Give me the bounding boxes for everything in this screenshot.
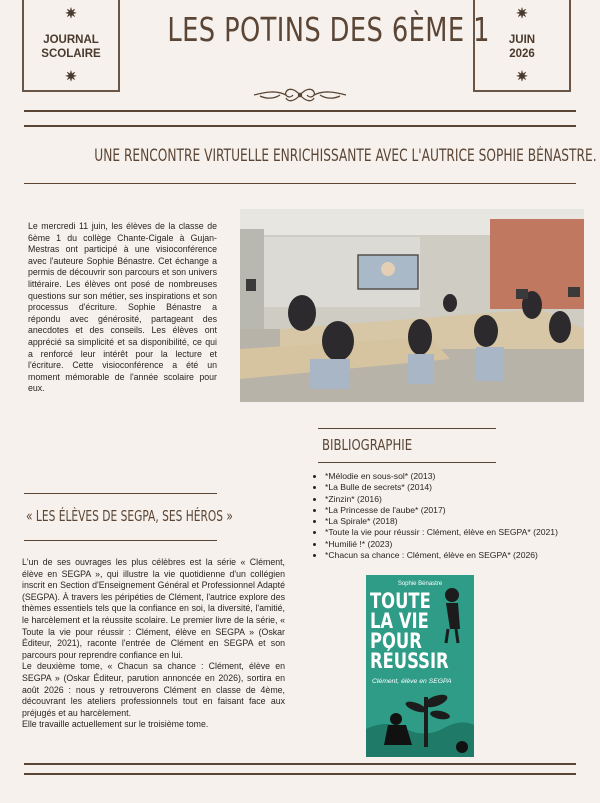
cover-illustration-icon — [366, 689, 474, 757]
book-cover — [366, 575, 474, 757]
bibliography-title: BIBLIOGRAPHIE — [322, 436, 413, 454]
cover-figure-icon — [420, 585, 470, 645]
cover-subtitle: Clément, élève en SEGPA — [372, 678, 452, 685]
ornament-flourish-icon — [250, 86, 350, 104]
header-rule-2 — [24, 125, 576, 127]
list-item: • *Zinzin* (2016) — [325, 494, 558, 505]
biblio-rule-bottom — [318, 462, 496, 463]
ear-right-line2: 2026 — [509, 48, 535, 60]
segpa-title: « LES ÉLÈVES DE SEGPA, SES HÉROS » — [26, 507, 233, 525]
date-box — [473, 0, 571, 92]
ear-right-line1: JUIN — [508, 34, 536, 46]
segpa-paragraph-2: Le deuxième tome, « Chacun sa chance : Clément, élève en SEGPA » (Oskar Éditeur, parution annoncée en 2026), sortira en août 2026 : nous y retrouverons Clément en classe de 4ème, découvrant les ateliers professionnels tout en faisant face aux préjugés et au harcèlement. — [22, 661, 285, 718]
list-item: • *La Spirale* (2018) — [325, 516, 558, 527]
ear-left-line1: JOURNAL — [43, 34, 99, 46]
classroom-photo — [240, 209, 584, 402]
list-item: • *Toute la vie pour réussir : Clément, élève en SEGPA* (2021) — [325, 527, 558, 538]
intro-paragraph: Le mercredi 11 juin, les élèves de la classe de 6ème 1 du collège Chante-Cigale à Gujan-Mestras ont participé à une visioconférence avec l'auteure Sophie Bénastre. Cet échange a permis de découvrir son parcours et son univers littéraire. Les élèves ont posé de nombreuses questions sur son métier, ses inspirations et son processus d'écriture. Sophie Bénastre a répondu avec générosité, partageant des anecdotes et des conseils. Les élèves ont apprécié sa simplicité et sa disponibilité, ce qui a renforcé leur intérêt pour la lecture et l'écriture. Cette visioconférence a été un moment mémorable de l'année scolaire pour eux. — [28, 221, 217, 394]
bibliography-list — [314, 471, 558, 561]
star-icon: ✷ — [516, 68, 528, 84]
segpa-paragraph-3: Elle travaille actuellement sur le troisième tome. — [22, 719, 209, 730]
star-icon: ✷ — [65, 5, 77, 21]
biblio-rule-top — [318, 428, 496, 429]
headline-rule — [24, 183, 576, 184]
cover-title-line: POUR — [370, 629, 422, 653]
star-icon: ✷ — [516, 5, 528, 21]
list-item: • *Chacun sa chance : Clément, élève en SEGPA* (2026) — [325, 550, 558, 561]
segpa-rule-top — [24, 493, 217, 494]
list-item: • *La Princesse de l'aube* (2017) — [325, 505, 558, 516]
footer-rule — [24, 763, 576, 765]
journal-scolaire-box — [22, 0, 120, 92]
list-item: • *Mélodie en sous-sol* (2013) — [325, 471, 558, 482]
footer-rule-2 — [24, 773, 576, 775]
masthead-title: LES POTINS DES 6ÈME 1 — [167, 10, 490, 49]
cover-title-line: TOUTE — [370, 589, 431, 613]
headline: UNE RENCONTRE VIRTUELLE ENRICHISSANTE AVEC L'AUTRICE SOPHIE BÉNASTRE. — [94, 146, 597, 165]
segpa-paragraph-1: L'un de ses ouvrages les plus célèbres est la série « Clément, élève en SEGPA », qui illustre la vie quotidienne d'un collégien inscrit en Section d'Enseignement Général et Professionnel Adapté (SEGPA). À travers les péripéties de Clément, l'autrice explore des thèmes essentiels tels que la confiance en soi, la diversité, l'amitié, le harcèlement et la réussite scolaire. Le premier livre de la série, « Toute la vie pour réussir : Clément, élève en SEGPA » (Oskar Éditeur, 2021), raconte l'entrée de Clément en SEGPA et son parcours pour reprendre confiance en lui. — [22, 557, 285, 660]
ear-left-line2: SCOLAIRE — [41, 48, 101, 60]
star-icon: ✷ — [65, 68, 77, 84]
cover-title-line: LA VIE — [370, 609, 429, 633]
header-rule — [24, 110, 576, 112]
cover-title-line: RÉUSSIR — [370, 649, 449, 673]
segpa-text — [22, 557, 285, 731]
segpa-rule-bottom — [24, 540, 217, 541]
list-item: • *La Bulle de secrets* (2014) — [325, 482, 558, 493]
list-item: • *Humilié !* (2023) — [325, 539, 558, 550]
cover-author: Sophie Bénastre — [397, 581, 443, 587]
